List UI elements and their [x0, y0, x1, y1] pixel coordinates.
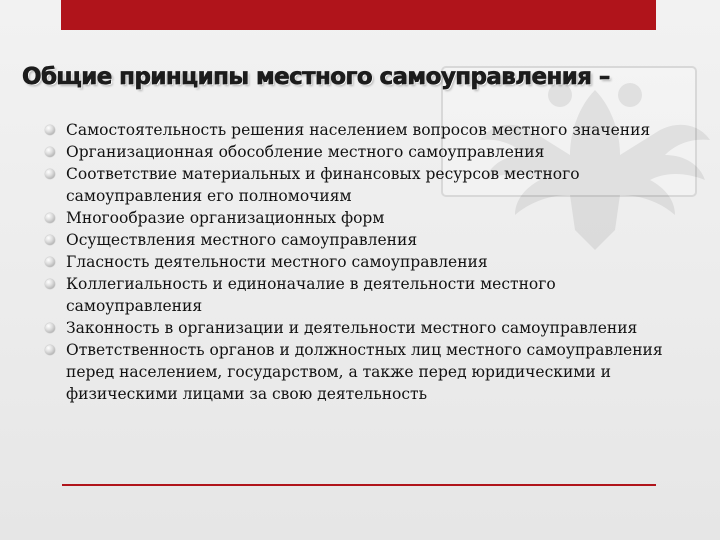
round-bullet-icon	[45, 279, 55, 289]
list-item	[44, 251, 664, 273]
list-item	[44, 141, 664, 163]
bottom-accent-line	[62, 484, 656, 486]
list-item-text: Ответственность органов и должностных лиц местного самоуправления перед населением, государством, а также перед юридическими и физическими лицами за свою деятельность	[66, 341, 663, 403]
list-item	[44, 273, 664, 317]
list-item	[44, 163, 664, 207]
list-item-text: Соответствие материальных и финансовых ресурсов местного самоуправления его полномочиям	[66, 165, 580, 205]
list-item	[44, 229, 664, 251]
slide-title: Общие принципы местного самоуправления –	[22, 64, 610, 90]
round-bullet-icon	[45, 147, 55, 157]
round-bullet-icon	[45, 213, 55, 223]
list-item-text: Самостоятельность решения населением вопросов местного значения	[66, 121, 651, 139]
list-item-text: Организационная обособление местного самоуправления	[66, 143, 545, 161]
list-item-text: Многообразие организационных форм	[66, 209, 385, 227]
round-bullet-icon	[45, 257, 55, 267]
round-bullet-icon	[45, 125, 55, 135]
list-item	[44, 317, 664, 339]
top-accent-bar	[61, 0, 656, 30]
list-item-text: Законность в организации и деятельности местного самоуправления	[66, 319, 638, 337]
list-item-text: Коллегиальность и единоначалие в деятельности местного самоуправления	[66, 275, 556, 315]
list-item	[44, 207, 664, 229]
list-item	[44, 339, 664, 405]
round-bullet-icon	[45, 345, 55, 355]
list-item	[44, 119, 664, 141]
list-item-text: Гласность деятельности местного самоуправления	[66, 253, 488, 271]
principles-list	[44, 119, 664, 405]
round-bullet-icon	[45, 169, 55, 179]
list-item-text: Осуществления местного самоуправления	[66, 231, 418, 249]
round-bullet-icon	[45, 323, 55, 333]
round-bullet-icon	[45, 235, 55, 245]
